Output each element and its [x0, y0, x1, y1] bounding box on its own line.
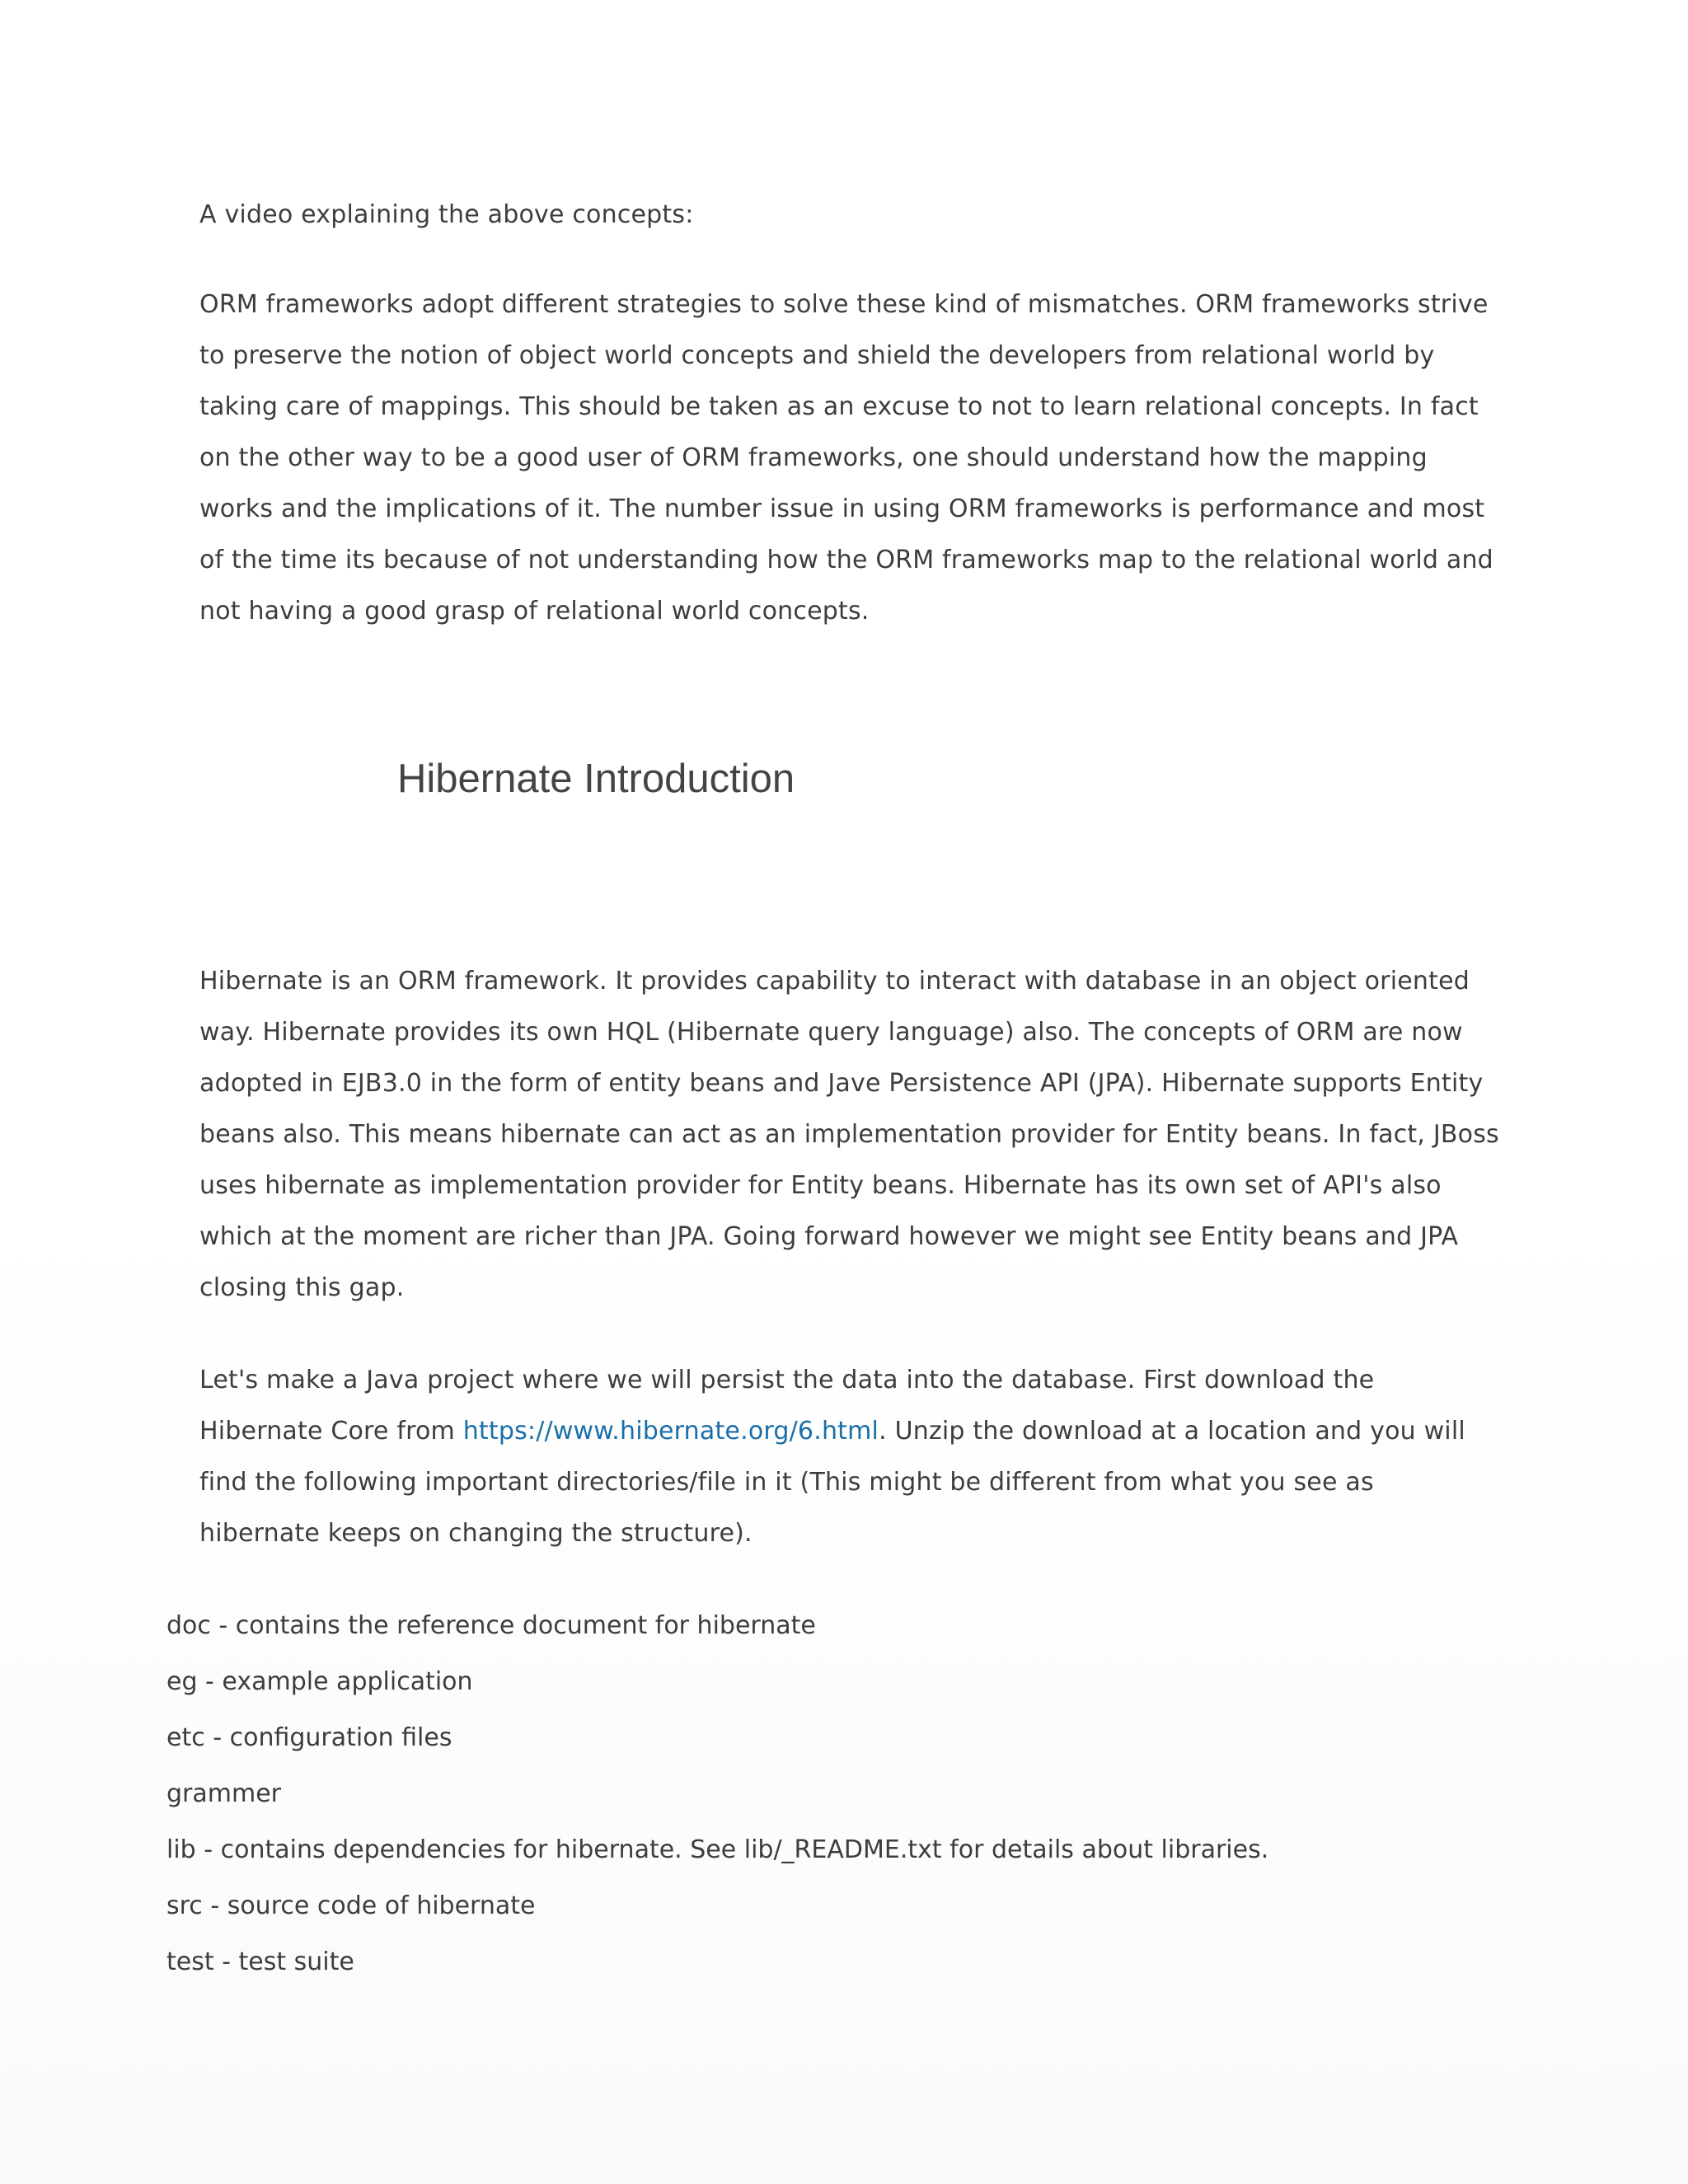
directory-item-lib: lib - contains dependencies for hibernate. See lib/_README.txt for details about libraries. — [166, 1835, 1269, 1864]
directory-list — [166, 1601, 1268, 1993]
section-heading: Hibernate Introduction — [397, 757, 795, 801]
download-instructions-paragraph — [199, 1355, 1502, 1559]
download-text-after-link: . Unzip the download at a location and you will find the following important directories/file in it (This might be different from what you see as hibernate keeps on changing the structure). — [199, 1417, 1465, 1548]
orm-strategies-paragraph: ORM frameworks adopt different strategies to solve these kind of mismatches. ORM frameworks strive to preserve the notion of object world concepts and shield the developers from relational world by taking care of mappings. This should be taken as an excuse to not to learn relational concepts. In fact on the other way to be a good user of ORM frameworks, one should understand how the mapping works and the implications of it. The number issue in using ORM frameworks is performance and most of the time its because of not understanding how the ORM frameworks map to the relational world and not having a good grasp of relational world concepts. — [199, 290, 1493, 626]
directory-item-doc: doc - contains the reference document for hibernate — [166, 1611, 816, 1640]
directory-item-src: src - source code of hibernate — [166, 1891, 536, 1920]
directory-item-eg: eg - example application — [166, 1667, 473, 1696]
hibernate-intro-paragraph: Hibernate is an ORM framework. It provides capability to interact with database in an object oriented way. Hibernate provides its own HQL (Hibernate query language) also. The concepts of ORM are now adopted in EJB3.0 in the form of entity beans and Jave Persistence API (JPA). Hibernate supports Entity beans also. This means hibernate can act as an implementation provider for Entity beans. In fact, JBoss uses hibernate as implementation provider for Entity beans. Hibernate has its own set of API's also which at the moment are richer than JPA. Going forward however we might see Entity beans and JPA closing this gap. — [199, 967, 1499, 1302]
directory-item-etc: etc - configuration files — [166, 1723, 452, 1752]
download-text-before-link: Let's make a Java project where we will persist the data into the database. First download the Hibernate Core from — [199, 1366, 1375, 1446]
hibernate-download-link[interactable]: https://www.hibernate.org/6.html — [462, 1417, 879, 1446]
directory-item-grammer: grammer — [166, 1779, 281, 1808]
directory-item-test: test - test suite — [166, 1947, 354, 1976]
video-intro-text: A video explaining the above concepts: — [199, 200, 694, 229]
